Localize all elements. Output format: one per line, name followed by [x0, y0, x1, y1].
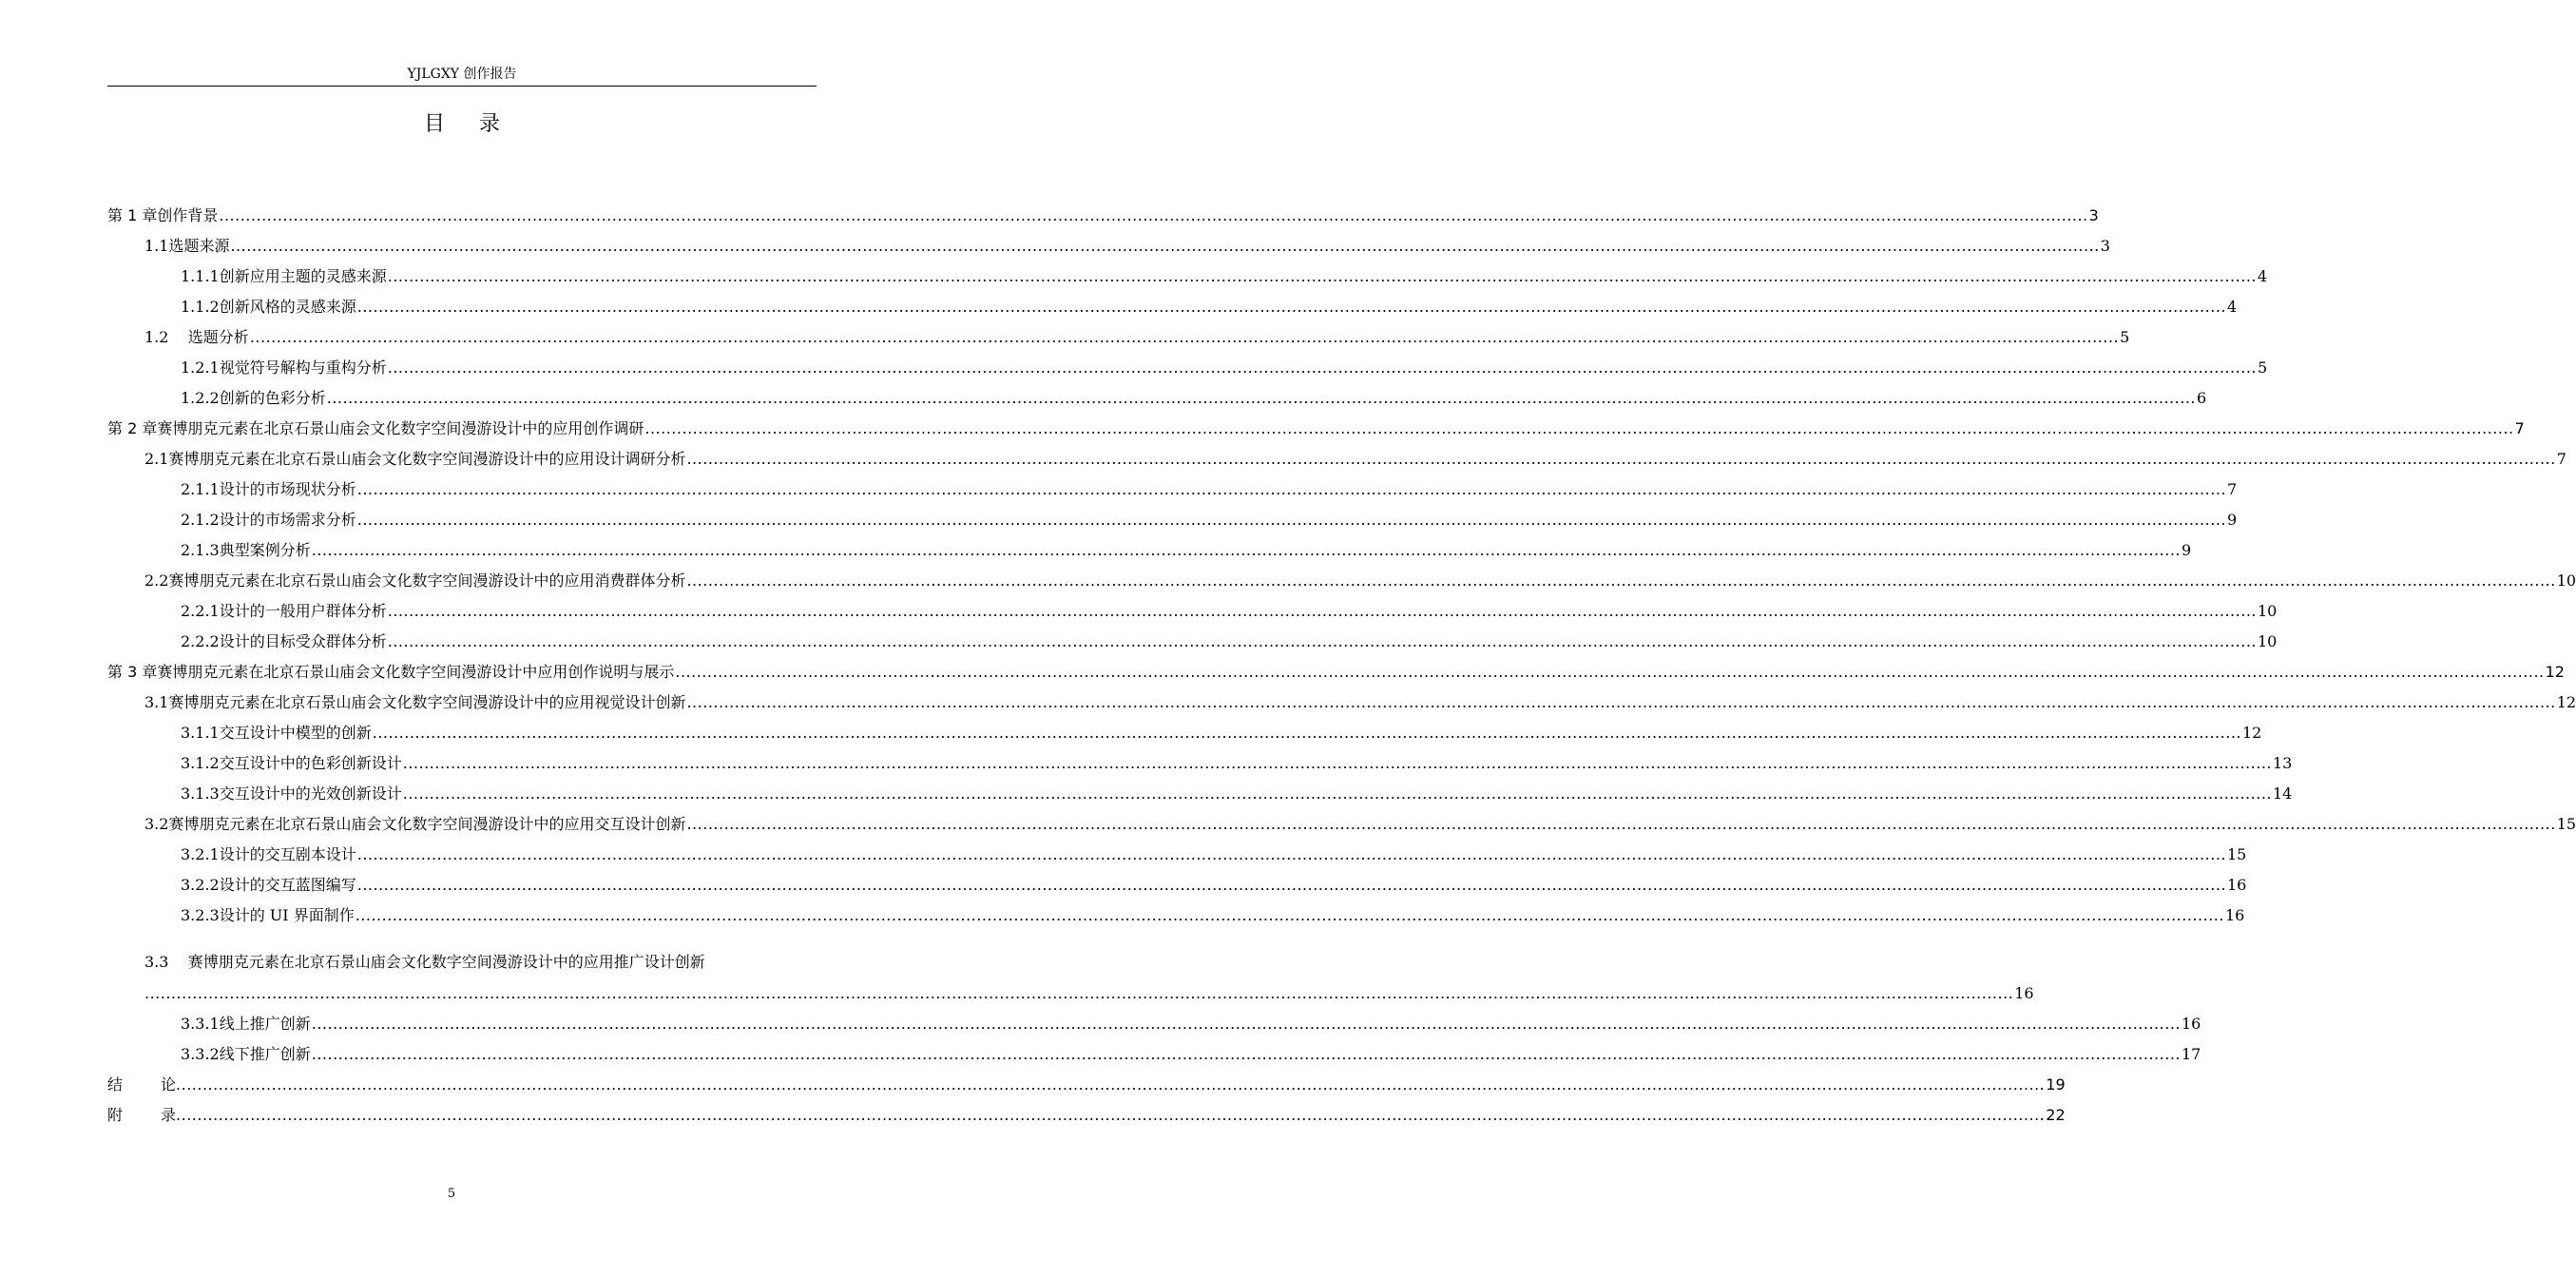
toc-page-number: 16 [2226, 876, 2247, 894]
toc-entry-2-2-2[interactable] [0, 629, 2278, 652]
header-rule [107, 86, 817, 87]
dot-leader [403, 784, 2272, 804]
dot-leader [357, 479, 2226, 500]
dot-leader [312, 540, 2181, 561]
toc-entry-3-3-2[interactable] [0, 1042, 2201, 1065]
toc-page-number: 10 [2257, 602, 2278, 620]
toc-title-text: 设计的市场需求分析 [219, 511, 356, 529]
dot-leader [176, 1105, 2045, 1126]
toc-page-number: 15 [2226, 845, 2247, 863]
toc-page-number: 4 [2257, 267, 2268, 285]
toc-page-number: 15 [2556, 815, 2576, 833]
toc-page-number: 5 [2120, 328, 2130, 346]
toc-number: 1.1.1 [181, 267, 220, 285]
toc-number: 3.1 [144, 693, 169, 711]
dot-leader [373, 723, 2241, 744]
toc-page-number: 16 [2224, 906, 2245, 924]
toc-title-text: 交互设计中的色彩创新设计 [219, 754, 402, 772]
dot-leader [312, 1044, 2181, 1065]
toc-page-number: 9 [2226, 511, 2238, 529]
dot-leader [686, 449, 2555, 470]
toc-entry-1-1-1[interactable] [0, 264, 2268, 287]
dot-leader [388, 601, 2257, 622]
toc-number: 3.3.2 [181, 1045, 220, 1063]
toc-number: 2.1.2 [181, 511, 220, 529]
toc-number: 2.2 [144, 571, 169, 590]
toc-title-text: 赛博朋克元素在北京石景山庙会文化数字空间漫游设计中的应用创作调研 [157, 419, 644, 437]
toc-page-number: 3 [2088, 206, 2099, 224]
toc-entry-3-1[interactable] [0, 690, 2576, 713]
toc-number: 第 3 章 [107, 663, 158, 681]
toc-entry-1-1-2[interactable] [0, 295, 2238, 318]
dot-leader [686, 692, 2555, 713]
dot-leader [686, 814, 2555, 835]
toc-title-text: 设计的市场现状分析 [219, 480, 356, 498]
toc-page-number: 12 [2545, 663, 2565, 681]
toc-number: 3.3.1 [181, 1015, 220, 1033]
toc-page-number: 10 [2257, 632, 2278, 650]
dot-leader [357, 875, 2226, 896]
dot-leader [357, 510, 2226, 531]
toc-number: 1.2 [144, 328, 188, 346]
toc-page-number: 7 [2556, 450, 2566, 468]
toc-number: 2.2.1 [181, 602, 220, 620]
toc-number: 3.1.1 [181, 724, 220, 742]
toc-title-text: 创作背景 [157, 206, 219, 224]
dot-leader [388, 631, 2257, 652]
dot-leader [675, 662, 2544, 683]
toc-number: 第 2 章 [107, 419, 158, 437]
running-header: YJLGXY 创作报告 [407, 67, 517, 82]
toc-entry-ch1[interactable] [0, 203, 2099, 226]
dot-leader [219, 205, 2087, 226]
toc-title-text: 附录 [107, 1106, 215, 1124]
toc-page-number: 12 [2241, 724, 2262, 742]
toc-number: 3.2.1 [181, 845, 220, 863]
toc-page-number: 13 [2272, 754, 2293, 772]
dot-leader [356, 905, 2224, 926]
toc-page-number: 4 [2226, 298, 2238, 316]
dot-leader [176, 1075, 2045, 1095]
toc-entry-3-2[interactable] [0, 812, 2576, 835]
toc-title-text: 线下推广创新 [219, 1045, 311, 1063]
toc-number: 1.2.1 [181, 358, 220, 377]
toc-page-number: 22 [2046, 1106, 2066, 1124]
toc-number: 2.1 [144, 450, 169, 468]
toc-title-text: 选题分析 [187, 328, 249, 346]
dot-leader [388, 358, 2257, 378]
toc-title-text: 选题来源 [168, 237, 230, 255]
toc-title: 目录 [423, 112, 534, 136]
toc-entry-1-2-1[interactable] [0, 356, 2268, 378]
toc-page-number: 12 [2556, 693, 2576, 711]
toc-number: 2.1.1 [181, 480, 220, 498]
toc-entry-2-1-2[interactable] [0, 508, 2238, 531]
toc-title-text: 设计的目标受众群体分析 [219, 632, 387, 650]
toc-number: 1.2.2 [181, 389, 220, 407]
toc-page-number: 7 [2226, 480, 2238, 498]
toc-entry-2-1[interactable] [0, 447, 2566, 470]
dot-leader [644, 418, 2513, 439]
toc-title-text: 创新应用主题的灵感来源 [219, 267, 387, 285]
toc-page-number: 3 [2100, 237, 2110, 255]
dot-leader [357, 297, 2226, 318]
toc-entry-3-3-title-line[interactable] [144, 951, 817, 974]
toc-number: 3.3 [144, 953, 188, 971]
dot-leader [144, 983, 2013, 1004]
toc-entry-3-2-1[interactable] [0, 842, 2247, 865]
toc-entry-3-3-1[interactable] [0, 1012, 2201, 1035]
toc-title-text: 赛博朋克元素在北京石景山庙会文化数字空间漫游设计中的应用消费群体分析 [168, 571, 686, 590]
toc-title-text: 典型案例分析 [219, 541, 311, 559]
dot-leader [357, 844, 2226, 865]
toc-title-text: 创新的色彩分析 [219, 389, 326, 407]
toc-entry-1-2-2[interactable] [0, 386, 2207, 409]
toc-number: 1.1.2 [181, 298, 220, 316]
toc-title-text: 赛博朋克元素在北京石景山庙会文化数字空间漫游设计中的应用视觉设计创新 [168, 693, 686, 711]
toc-entry-2-1-3[interactable] [0, 538, 2192, 561]
toc-entry-1-1[interactable] [0, 234, 2110, 257]
toc-number: 第 1 章 [107, 206, 158, 224]
toc-entry-2-2[interactable] [0, 569, 2576, 591]
toc-entry-conclusion[interactable] [0, 1073, 2066, 1095]
toc-title-text: 赛博朋克元素在北京石景山庙会文化数字空间漫游设计中的应用推广设计创新 [187, 953, 705, 971]
toc-entry-3-2-3[interactable] [0, 903, 2245, 926]
toc-title-text: 视觉符号解构与重构分析 [219, 358, 387, 377]
toc-number: 3.2.3 [181, 906, 220, 924]
toc-entry-3-1-1[interactable] [0, 721, 2262, 744]
dot-leader [250, 327, 2119, 348]
toc-page-number: 5 [2257, 358, 2268, 377]
toc-entry-2-2-1[interactable] [0, 599, 2278, 622]
dot-leader [403, 753, 2272, 774]
toc-number: 3.2.2 [181, 876, 220, 894]
toc-number: 1.1 [144, 237, 169, 255]
toc-title-text: 线上推广创新 [219, 1015, 311, 1033]
toc-number: 2.1.3 [181, 541, 220, 559]
toc-entry-2-1-1[interactable] [0, 477, 2238, 500]
toc-number: 3.1.2 [181, 754, 220, 772]
toc-title-text: 设计的一般用户群体分析 [219, 602, 387, 620]
toc-page-number: 19 [2046, 1075, 2066, 1094]
toc-entry-ch3[interactable] [0, 660, 2565, 683]
page-number: 5 [447, 1187, 456, 1201]
toc-title-text: 赛博朋克元素在北京石景山庙会文化数字空间漫游设计中的应用交互设计创新 [168, 815, 686, 833]
toc-page-number: 7 [2514, 419, 2525, 437]
toc-entry-3-1-2[interactable] [0, 751, 2293, 774]
dot-leader [327, 388, 2196, 409]
toc-number: 3.2 [144, 815, 169, 833]
toc-number: 3.1.3 [181, 784, 220, 803]
toc-number: 2.2.2 [181, 632, 220, 650]
toc-entry-appendix[interactable] [0, 1103, 2066, 1126]
toc-entry-3-1-3[interactable] [0, 782, 2293, 804]
toc-page-number: 6 [2196, 389, 2207, 407]
dot-leader [312, 1014, 2181, 1035]
toc-title-text: 交互设计中的光效创新设计 [219, 784, 402, 803]
toc-title-text: 设计的交互蓝图编写 [219, 876, 356, 894]
toc-entry-ch2[interactable] [0, 416, 2525, 439]
toc-page-number: 16 [2181, 1015, 2201, 1033]
toc-entry-1-2[interactable] [0, 325, 2130, 348]
toc-page-number: 9 [2181, 541, 2192, 559]
toc-entry-3-3-page-line[interactable] [0, 981, 2034, 1004]
toc-title-text: 设计的交互剧本设计 [219, 845, 356, 863]
toc-title-text: 赛博朋克元素在北京石景山庙会文化数字空间漫游设计中的应用设计调研分析 [168, 450, 686, 468]
toc-title-text: 创新风格的灵感来源 [219, 298, 356, 316]
toc-title-text: 交互设计中模型的创新 [219, 724, 372, 742]
dot-leader [686, 571, 2555, 591]
toc-page-number: 14 [2272, 784, 2293, 803]
toc-title-text: 设计的 UI 界面制作 [219, 906, 355, 924]
toc-page-number: 17 [2181, 1045, 2201, 1063]
toc-page-number: 16 [2014, 984, 2034, 1002]
toc-title-text: 结论 [107, 1075, 215, 1094]
toc-title-text: 赛博朋克元素在北京石景山庙会文化数字空间漫游设计中应用创作说明与展示 [157, 663, 675, 681]
dot-leader [230, 236, 2099, 257]
dot-leader [388, 266, 2257, 287]
toc-entry-3-2-2[interactable] [0, 873, 2247, 896]
toc-page-number: 10 [2556, 571, 2576, 590]
